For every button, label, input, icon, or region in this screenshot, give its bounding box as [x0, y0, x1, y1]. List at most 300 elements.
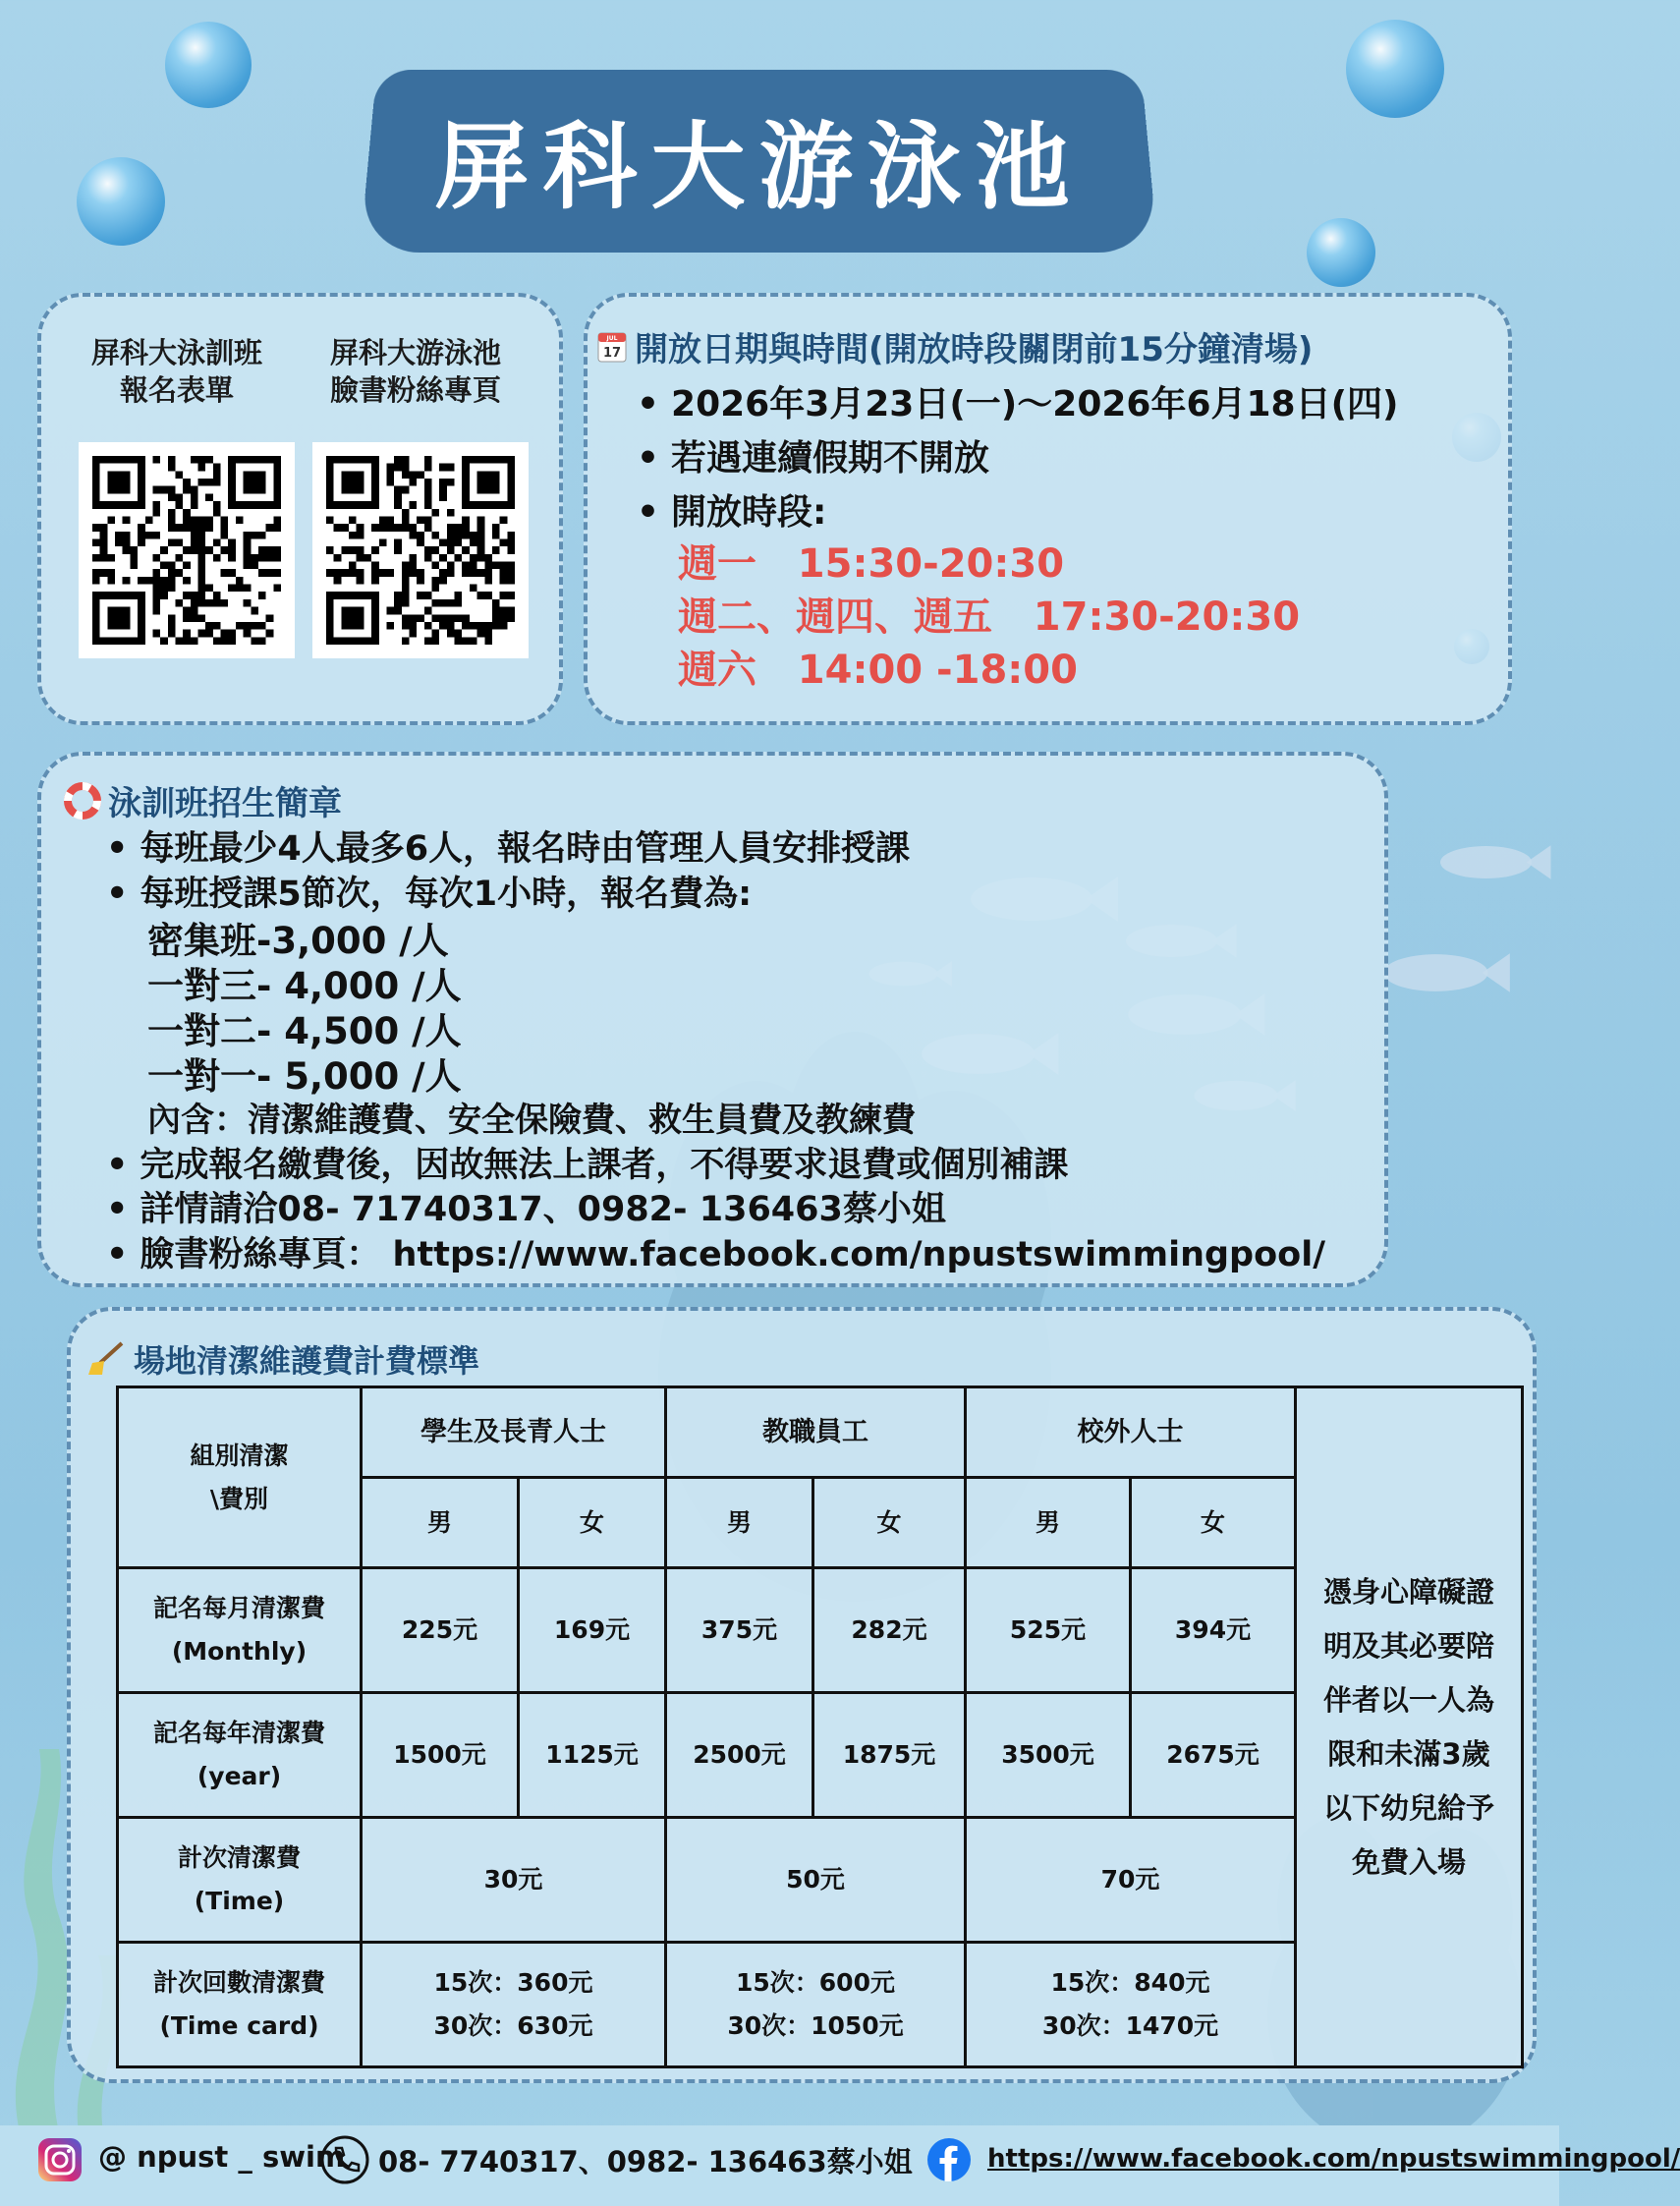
qr-module: [402, 577, 410, 585]
qr-module: [160, 637, 168, 645]
qr-module: [500, 516, 508, 524]
qr-module: [107, 516, 115, 524]
qr-label-facebook: [312, 334, 519, 409]
qr-module: [191, 607, 198, 615]
qr-module: [386, 471, 394, 479]
qr-module: [213, 622, 221, 630]
fee-cell: 1500元: [362, 1693, 519, 1818]
bubble-decoration: [165, 22, 252, 108]
qr-module: [198, 554, 206, 562]
qr-module: [115, 532, 123, 539]
qr-module: [183, 509, 191, 517]
qr-module: [507, 538, 515, 546]
qr-module: [244, 554, 252, 562]
qr-module: [432, 577, 440, 585]
instagram-icon[interactable]: [37, 2137, 83, 2182]
qr-module: [236, 622, 244, 630]
qr-module: [168, 538, 176, 546]
fee-cell: 1125元: [519, 1693, 666, 1818]
qr-module: [160, 546, 168, 554]
qr-module: [251, 637, 258, 645]
qr-module: [205, 599, 213, 607]
instagram-handle[interactable]: @ npust _ swim: [98, 2140, 346, 2174]
qr-module: [349, 546, 357, 554]
qr-module: [447, 562, 455, 570]
qr-module: [424, 554, 432, 562]
qr-module: [417, 516, 424, 524]
qr-module: [175, 524, 183, 532]
qr-module: [477, 538, 485, 546]
qr-module: [409, 471, 417, 479]
qr-module: [326, 546, 334, 554]
qr-module: [168, 614, 176, 622]
row-label-yearly: [118, 1693, 362, 1818]
bubble-decoration: [1346, 20, 1444, 118]
qr-module: [402, 622, 410, 630]
qr-module: [417, 538, 424, 546]
row-label-per-time: [118, 1818, 362, 1943]
qr-module: [447, 509, 455, 517]
qr-module: [266, 554, 274, 562]
qr-module: [379, 569, 387, 577]
qr-module: [183, 630, 191, 638]
qr-module: [484, 630, 492, 638]
fee-table-title-text: 場地清潔維護費計費標準: [134, 1342, 480, 1380]
qr-module: [424, 524, 432, 532]
qr-module: [386, 464, 394, 472]
qr-module: [198, 614, 206, 622]
qr-module: [357, 577, 364, 585]
qr-module: [107, 554, 115, 562]
gender-male: 男: [666, 1478, 813, 1568]
qr-module: [484, 569, 492, 577]
qr-module: [198, 538, 206, 546]
qr-module: [386, 569, 394, 577]
price-intensive: 密集班-3,000 /人: [147, 920, 449, 962]
qr-label-signup: [74, 334, 280, 409]
qr-module: [198, 592, 206, 599]
qr-module: [424, 501, 432, 509]
fee-cell: 375元: [666, 1568, 813, 1693]
qr-module: [244, 562, 252, 570]
qr-module: [273, 546, 281, 554]
qr-module: [160, 562, 168, 570]
qr-module: [417, 532, 424, 539]
qr-module: [432, 532, 440, 539]
fee-cell: 70元: [966, 1818, 1296, 1943]
qr-module: [409, 569, 417, 577]
qr-module: [145, 516, 153, 524]
qr-module: [409, 554, 417, 562]
class-bullet-facebook[interactable]: • 臉書粉絲專頁： https://www.facebook.com/npustswimmingpool/: [106, 1227, 1325, 1276]
qr-module: [191, 546, 198, 554]
qr-module: [266, 546, 274, 554]
qr-finder-pattern: [244, 471, 266, 493]
facebook-icon[interactable]: [926, 2137, 972, 2182]
qr-module: [409, 614, 417, 622]
qr-module: [213, 554, 221, 562]
qr-module: [402, 569, 410, 577]
qr-module: [402, 471, 410, 479]
footer-facebook-link[interactable]: https://www.facebook.com/npustswimmingpool/: [987, 2144, 1680, 2174]
qr-module: [379, 524, 387, 532]
qr-module: [492, 599, 500, 607]
qr-module: [152, 456, 160, 464]
qr-module: [424, 592, 432, 599]
qr-module: [447, 538, 455, 546]
qr-module: [244, 630, 252, 638]
qr-module: [371, 524, 379, 532]
qr-module: [251, 622, 258, 630]
qr-module: [152, 501, 160, 509]
qr-module: [447, 599, 455, 607]
qr-module: [402, 456, 410, 464]
qr-module: [175, 554, 183, 562]
qr-module: [357, 532, 364, 539]
qr-module: [402, 637, 410, 645]
qr-module: [198, 577, 206, 585]
qr-module: [334, 569, 342, 577]
bubble-decoration: [77, 157, 165, 246]
qr-module: [152, 509, 160, 517]
qr-module: [92, 538, 100, 546]
qr-module: [152, 554, 160, 562]
fee-cell: 2675元: [1131, 1693, 1296, 1818]
price-includes: 內含：清潔維護費、安全保險費、救生員費及教練費: [147, 1101, 916, 1140]
slot-time: 14:00 -18:00: [797, 648, 1078, 693]
qr-module: [198, 562, 206, 570]
open-hours-title-text: 開放日期與時間(開放時段關閉前15分鐘清場): [635, 330, 1314, 369]
qr-module: [191, 637, 198, 645]
qr-module: [349, 516, 357, 524]
qr-module: [424, 456, 432, 464]
qr-module: [349, 532, 357, 539]
qr-module: [500, 562, 508, 570]
qr-module: [168, 464, 176, 472]
fee-table: [116, 1386, 1524, 2068]
calendar-icon-month: JUL: [606, 334, 618, 342]
qr-module: [191, 538, 198, 546]
qr-module: [432, 599, 440, 607]
qr-module: [402, 614, 410, 622]
header-fee: \費別: [209, 1484, 269, 1513]
qr-module: [221, 569, 229, 577]
qr-module: [432, 585, 440, 593]
qr-module: [191, 532, 198, 539]
qr-module: [138, 532, 145, 539]
qr-module: [424, 464, 432, 472]
qr-module: [470, 622, 477, 630]
qr-module: [371, 577, 379, 585]
qr-module: [439, 569, 447, 577]
qr-module: [221, 630, 229, 638]
qr-module: [477, 516, 485, 524]
qr-module: [198, 524, 206, 532]
qr-module: [175, 471, 183, 479]
fee-cell: [966, 1943, 1296, 2067]
qr-module: [341, 524, 349, 532]
qr-module: [477, 622, 485, 630]
qr-module: [462, 622, 470, 630]
qr-module: [251, 607, 258, 615]
price-one-to-two: 一對二- 4,500 /人: [147, 1010, 462, 1052]
qr-label-facebook-line1: 屏科大游泳池: [329, 336, 501, 369]
qr-module: [168, 486, 176, 494]
qr-module: [334, 554, 342, 562]
qr-module: [402, 585, 410, 593]
qr-module: [439, 614, 447, 622]
class-bullet-contact: • 詳情請洽08- 71740317、0982- 136463蔡小姐: [106, 1182, 946, 1231]
qr-module: [258, 546, 266, 554]
qr-module: [273, 516, 281, 524]
qr-module: [439, 538, 447, 546]
class-bullet-sessions: • 每班授課5節次，每次1小時，報名費為:: [106, 867, 752, 916]
qr-module: [409, 532, 417, 539]
gender-female: 女: [519, 1478, 666, 1568]
qr-module: [386, 622, 394, 630]
fee-cell: 50元: [666, 1818, 966, 1943]
qr-module: [386, 516, 394, 524]
qr-label-signup-line2: 報名表單: [119, 373, 234, 407]
qr-module: [492, 622, 500, 630]
qr-label-facebook-line2: 臉書粉絲專頁: [329, 373, 501, 407]
qr-module: [183, 486, 191, 494]
qr-module: [470, 532, 477, 539]
qr-module: [244, 532, 252, 539]
qr-module: [152, 532, 160, 539]
qr-module: [191, 501, 198, 509]
qr-module: [500, 622, 508, 630]
qr-finder-pattern: [341, 607, 364, 630]
fee-cell: 2500元: [666, 1693, 813, 1818]
qr-module: [432, 562, 440, 570]
fee-cell: 394元: [1131, 1568, 1296, 1693]
qr-module: [123, 577, 131, 585]
qr-module: [462, 569, 470, 577]
qr-module: [213, 501, 221, 509]
group-staff: 教職員工: [666, 1387, 966, 1478]
qr-module: [244, 546, 252, 554]
qr-module: [455, 554, 463, 562]
qr-module: [462, 524, 470, 532]
qr-module: [175, 538, 183, 546]
qr-module: [266, 614, 274, 622]
qr-module: [477, 569, 485, 577]
qr-module: [130, 562, 138, 570]
qr-module: [258, 569, 266, 577]
qr-module: [228, 554, 236, 562]
open-hours-title: [597, 322, 1313, 370]
qr-module: [379, 516, 387, 524]
qr-module: [484, 622, 492, 630]
qr-module: [326, 569, 334, 577]
qr-module: [447, 630, 455, 638]
qr-module: [191, 516, 198, 524]
qr-module: [341, 569, 349, 577]
row-label-monthly: [118, 1568, 362, 1693]
qr-module: [455, 532, 463, 539]
page-title: 屏科大游泳池: [434, 110, 1084, 222]
qr-module: [213, 637, 221, 645]
qr-module: [432, 637, 440, 645]
card-15: 15次：360元: [433, 1968, 593, 1997]
card-30: 30次：1050元: [727, 2011, 904, 2040]
qr-module: [205, 516, 213, 524]
qr-module: [477, 630, 485, 638]
qr-module: [409, 622, 417, 630]
class-bullet-refund: • 完成報名繳費後，因故無法上課者，不得要求退費或個別補課: [106, 1138, 1068, 1187]
card-30: 30次：630元: [433, 2011, 593, 2040]
qr-module: [507, 592, 515, 599]
qr-module: [205, 630, 213, 638]
qr-module: [394, 607, 402, 615]
qr-module: [394, 486, 402, 494]
qr-module: [394, 464, 402, 472]
qr-module: [500, 607, 508, 615]
qr-module: [402, 516, 410, 524]
qr-module: [183, 592, 191, 599]
qr-module: [183, 479, 191, 486]
group-outsiders: 校外人士: [966, 1387, 1296, 1478]
qr-module: [386, 607, 394, 615]
qr-module: [273, 585, 281, 593]
qr-module: [145, 577, 153, 585]
qr-module: [168, 622, 176, 630]
card-30: 30次：1470元: [1041, 2011, 1219, 2040]
qr-module: [455, 538, 463, 546]
qr-module: [402, 486, 410, 494]
qr-module: [500, 592, 508, 599]
qr-module: [168, 516, 176, 524]
qr-module: [175, 501, 183, 509]
qr-module: [228, 546, 236, 554]
bubble-decoration: [1307, 218, 1375, 287]
qr-module: [198, 464, 206, 472]
qr-module: [221, 516, 229, 524]
qr-module: [138, 577, 145, 585]
qr-module: [198, 599, 206, 607]
qr-finder-pattern: [477, 471, 500, 493]
qr-module: [198, 585, 206, 593]
qr-module: [455, 637, 463, 645]
qr-module: [183, 607, 191, 615]
qr-module: [462, 637, 470, 645]
qr-module: [168, 456, 176, 464]
qr-module: [191, 592, 198, 599]
qr-module: [205, 456, 213, 464]
qr-module: [123, 532, 131, 539]
qr-module: [424, 607, 432, 615]
slot-time: 17:30-20:30: [1033, 594, 1301, 640]
qr-module: [409, 562, 417, 570]
qr-module: [500, 614, 508, 622]
qr-module: [152, 607, 160, 615]
fee-cell: [362, 1943, 666, 2067]
qr-module: [236, 585, 244, 593]
qr-module: [402, 599, 410, 607]
qr-module: [432, 546, 440, 554]
qr-module: [107, 577, 115, 585]
qr-module: [492, 532, 500, 539]
qr-module: [160, 486, 168, 494]
qr-module: [402, 509, 410, 517]
qr-module: [409, 630, 417, 638]
qr-module: [462, 614, 470, 622]
qr-module: [273, 554, 281, 562]
signup-qr-code[interactable]: [79, 442, 295, 658]
qr-module: [191, 599, 198, 607]
qr-module: [439, 599, 447, 607]
qr-module: [152, 630, 160, 638]
slot-time: 15:30-20:30: [797, 541, 1065, 587]
qr-module: [447, 464, 455, 472]
free-entry-note: 憑身心障礙證明及其必要陪伴者以一人為限和未滿3歲以下幼兒給予免費入場: [1296, 1387, 1523, 2067]
qr-module: [168, 509, 176, 517]
qr-module: [507, 614, 515, 622]
qr-module: [364, 554, 371, 562]
qr-module: [152, 585, 160, 593]
qr-module: [191, 486, 198, 494]
qr-module: [394, 493, 402, 501]
facebook-qr-code[interactable]: [312, 442, 529, 658]
qr-module: [326, 516, 334, 524]
qr-module: [349, 569, 357, 577]
qr-module: [334, 524, 342, 532]
qr-module: [484, 554, 492, 562]
qr-module: [477, 532, 485, 539]
qr-module: [455, 630, 463, 638]
qr-module: [236, 577, 244, 585]
qr-module: [357, 569, 364, 577]
qr-module: [205, 622, 213, 630]
qr-module: [152, 599, 160, 607]
qr-module: [417, 569, 424, 577]
qr-module: [123, 546, 131, 554]
qr-module: [507, 607, 515, 615]
qr-module: [394, 501, 402, 509]
qr-module: [409, 524, 417, 532]
qr-finder-pattern: [341, 471, 364, 493]
qr-module: [394, 456, 402, 464]
qr-module: [183, 614, 191, 622]
qr-module: [92, 524, 100, 532]
qr-module: [402, 464, 410, 472]
gender-female: 女: [813, 1478, 966, 1568]
lifebuoy-icon: [65, 783, 100, 819]
qr-module: [160, 592, 168, 599]
qr-module: [244, 585, 252, 593]
qr-module: [191, 456, 198, 464]
slot-monday: [678, 533, 1064, 589]
qr-module: [334, 577, 342, 585]
qr-module: [198, 516, 206, 524]
qr-module: [258, 637, 266, 645]
qr-module: [100, 546, 108, 554]
qr-module: [439, 464, 447, 472]
qr-module: [492, 562, 500, 570]
class-info-title-text: 泳訓班招生簡章: [108, 784, 342, 823]
row-label: 記名每月清潔費: [152, 1594, 325, 1622]
row-sublabel: (Monthly): [171, 1637, 308, 1666]
qr-module: [484, 592, 492, 599]
qr-module: [168, 577, 176, 585]
slot-saturday: [678, 639, 1078, 695]
qr-module: [258, 622, 266, 630]
qr-module: [439, 577, 447, 585]
holiday-note: • 若遇連續假期不開放: [637, 430, 989, 481]
qr-module: [470, 562, 477, 570]
qr-module: [439, 493, 447, 501]
